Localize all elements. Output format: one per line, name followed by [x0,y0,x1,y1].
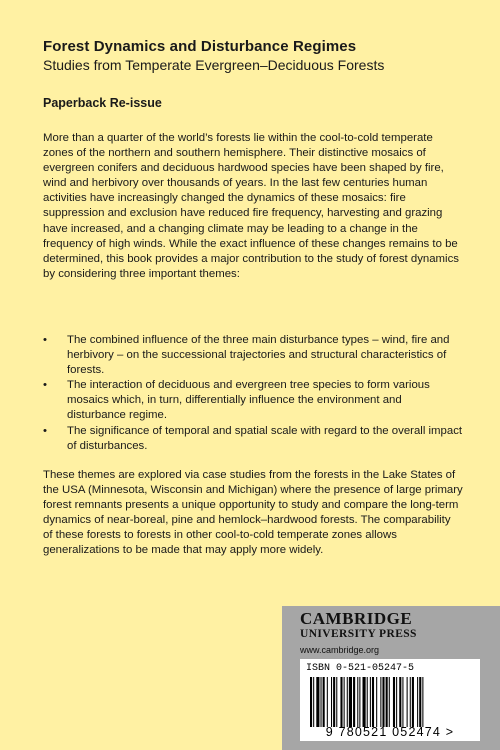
barcode-digits: 9 780521 052474 > [325,725,455,739]
themes-list [43,333,463,454]
closing-paragraph: These themes are explored via case studies from the forests in the Lake States of the USA (Minnesota, Wisconsin and Michigan) where the presence of large primary forest remnants presents a unique opportunity to study and compare the long-term dynamics of near-boreal, pine and hemlock–hardwood forests. The comparability of these forests to forests in other cool-to-cold temperate zones allows generalizations to be made that may apply more widely. [43,469,463,557]
publisher-box [282,606,500,750]
theme-item [43,333,463,378]
edition-label: Paperback Re-issue [43,96,162,110]
theme-text: The combined influence of the three main disturbance types – wind, fire and herbivory – on the successional trajectories and structural characteristics of forests. [67,334,450,377]
theme-text: The interaction of deciduous and evergreen tree species to form various mosaics which, in turn, differentially influence the environment and disturbance regime. [67,379,430,422]
theme-text: The significance of temporal and spatial scale with regard to the overall impact of disturbances. [67,424,463,452]
publisher-subname: UNIVERSITY PRESS [300,628,417,640]
book-subtitle: Studies from Temperate Evergreen–Deciduous Forests [43,57,385,73]
publisher-url: www.cambridge.org [300,645,380,655]
bullet-icon: • [43,424,47,437]
theme-item [43,424,463,454]
barcode-icon [308,677,472,727]
book-title: Forest Dynamics and Disturbance Regimes [43,38,357,55]
bullet-icon: • [43,379,47,392]
isbn-label: ISBN 0-521-05247-5 [306,663,415,674]
publisher-name: CAMBRIDGE [300,609,413,628]
theme-item [43,378,463,423]
bullet-icon: • [43,334,47,346]
isbn-panel [300,659,480,741]
blurb-paragraph: More than a quarter of the world’s forests lie within the cool-to-cold temperate zones of the northern and southern hemisphere. Their distinctive mosaics of evergreen conifers and deciduous hardwood species have been shaped by fire, wind and herbivory over thousands of years. In the last few centuries human activities have increasingly changed the dynamics of these mosaics: fire suppression and exclusion have reduced fire frequency, harvesting and grazing have increased, and a changing climate may be leading to a change in the frequency of high winds. While the exact influence of these changes remains to be determined, this book provides a major contribution to the study of forest dynamics by considering three important themes: [43,132,459,280]
